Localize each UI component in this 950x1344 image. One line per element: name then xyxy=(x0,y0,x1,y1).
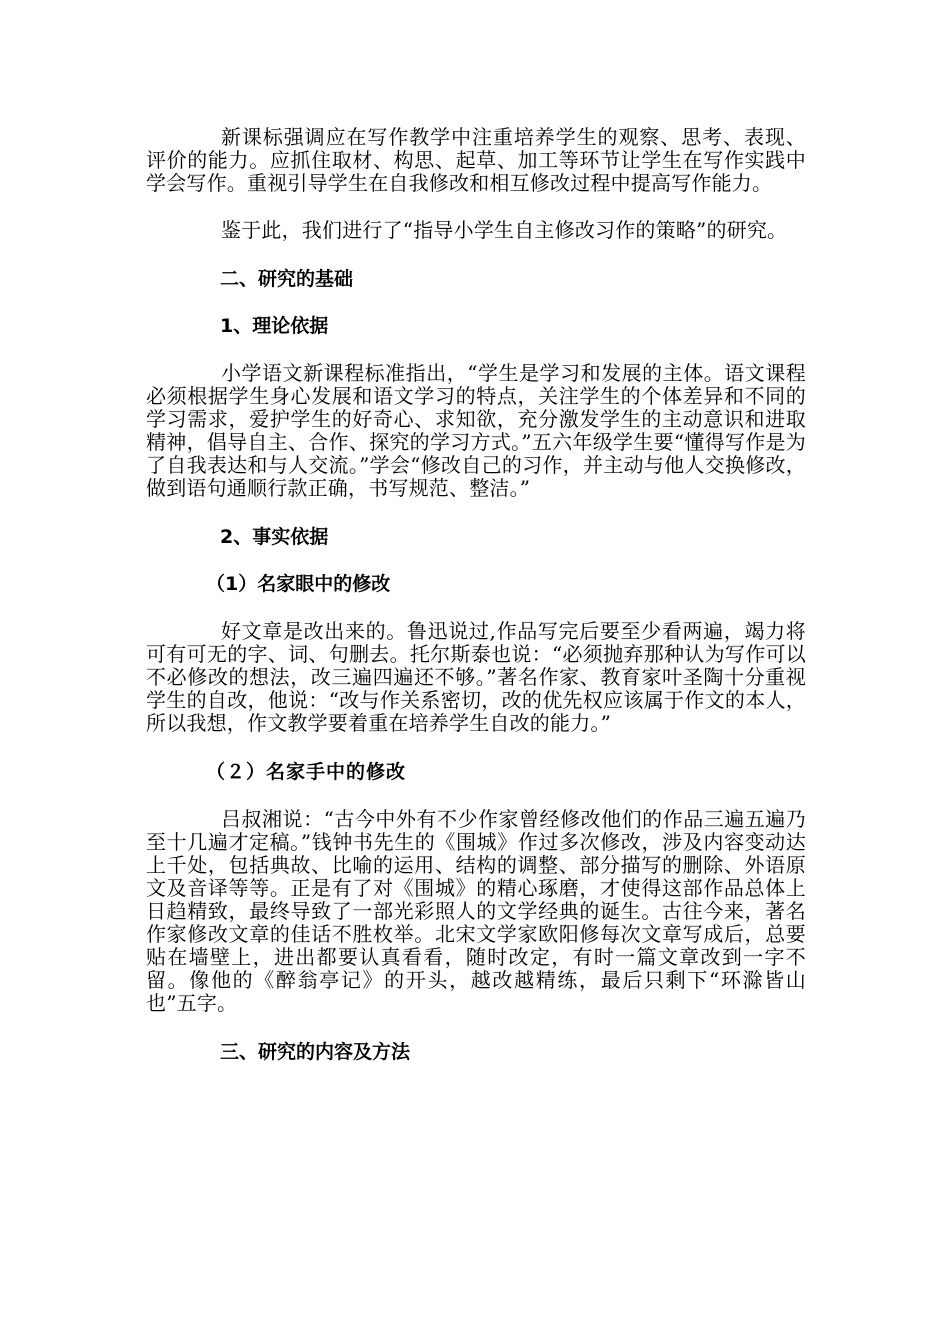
paragraph-masters-eyes: 好文章是改出来的。鲁迅说过,作品写完后要至少看两遍，竭力将可有可无的字、词、句删去。托尔斯泰也说：“必须抛弃那种认为写作可以不必修改的想法，改三遍四遍还不够。”著名作家、教育家叶圣陶十分重视学生的自改，他说：“改与作关系密切，改的优先权应该属于作文的本人，所以我想，作文教学要着重在培养学生自改的能力。” xyxy=(146,619,806,735)
document-page xyxy=(146,126,806,1064)
paragraph-masters-hands: 吕叔湘说：“古今中外有不少作家曾经修改他们的作品三遍五遍乃至十几遍才定稿。”钱钟书先生的《围城》作过多次修改，涉及内容变动达上千处，包括典故、比喻的运用、结构的调整、部分描写的删除、外语原文及音译等等。正是有了对《围城》的精心琢磨，才使得这部作品总体上日趋精致，最终导致了一部光彩照人的文学经典的诞生。古往今来，著名作家修改文章的佳话不胜枚举。北宋文学家欧阳修每次文章写成后，总要贴在墙壁上，进出都要认真看看，随时改定，有时一篇文章改到一字不留。像他的《醉翁亭记》的开头，越改越精练，最后只剩下“环滁皆山也”五字。 xyxy=(146,807,806,1015)
heading-masters-hands: （２）名家手中的修改 xyxy=(206,761,407,783)
heading-fact-basis: 2、事实依据 xyxy=(220,526,329,548)
paragraph-standard: 新课标强调应在写作教学中注重培养学生的观察、思考、表现、评价的能力。应抓住取材、构思、起草、加工等环节让学生在写作实践中学会写作。重视引导学生在自我修改和相互修改过程中提高写作能力。 xyxy=(146,125,806,195)
heading-research-basis: 二、研究的基础 xyxy=(220,268,354,290)
heading-theory-basis: 1、理论依据 xyxy=(220,315,329,337)
paragraph-curriculum-standard: 小学语文新课程标准指出，“学生是学习和发展的主体。语文课程必须根据学生身心发展和语文学习的特点，关注学生的个体差异和不同的学习需求，爱护学生的好奇心、求知欲，充分激发学生的主动意识和进取精神，倡导自主、合作、探究的学习方式。”五六年级学生要“懂得写作是为了自我表达和与人交流。”学会“修改自己的习作，并主动与他人交换修改，做到语句通顺行款正确，书写规范、整洁。” xyxy=(146,361,806,500)
paragraph-research-intro: 鉴于此，我们进行了“指导小学生自主修改习作的策略”的研究。 xyxy=(221,218,788,242)
heading-masters-eyes: （1）名家眼中的修改 xyxy=(206,573,391,595)
heading-research-content: 三、研究的内容及方法 xyxy=(220,1041,411,1063)
